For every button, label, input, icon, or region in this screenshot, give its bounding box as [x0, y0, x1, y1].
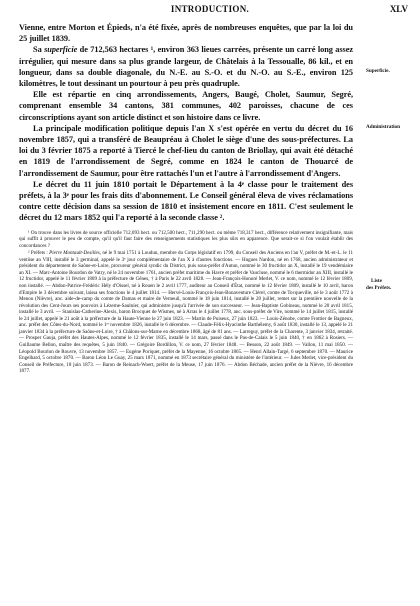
paragraph-arrondissements: Elle est répartie en cinq arrondissements, Angers, Baugé, Cholet, Saumur, Segré, comprenant ensemble 34 cantons, 381 communes, 402 paroisses, chacune de ces circonscriptions ayant son article distinct et son histoire dans ce livre. — [19, 90, 353, 122]
footnote-1: ¹ On trouve dans les livres de source officielle 712,093 hect. ou 712,500 hect., 711,290 hect. ou même 718,317 hect., différence relativement insignifiante, mais qui suffit à prouver le peu de compte, qu'il qu'il faut faire des renseignements statistiques les plus sûrs en apparence. Que serait-ce si l'on voulait établir des concordances ? — [19, 229, 353, 249]
page-body — [19, 22, 353, 375]
margin-note-administration: Administration — [366, 124, 401, 130]
paragraph-boundary: Vienne, entre Morton et Épieds, n'a été fixée, après de nombreuses enquêtes, que par la loi du 25 juillet 1839. — [19, 23, 353, 44]
footnotes — [19, 230, 353, 375]
margin-note-liste: Liste — [371, 278, 382, 284]
footnote-2-prefets: ² Préfets : Pierre Montault-Desilles, né le 9 mai 1751 à Loudun, membre du Corps législatif en 1799, du Conseil des Anciens en l'an V, préfet de M.-et-L. le 11 ventôse an VIII, installé le 3 germinal, appelé le 3ᵉ jour complémentaire de l'an X à d'autres fonctions. — Hugues Nardon, né en 1768, ancien administrateur et président du département de Saône-et-Loire, procureur général syndic du District, puis sous-préfet d'Autun, nommé le 30 fructidor an X, installé le 19 vendémiaire an XI. — Marc-Antoine Bourdon de Vatry, né le 24 novembre 1761, ancien préfet maritime du Havre et préfet de Vaucluse, nommé le 6 thermidor an XIII, installé le 12 fructidor, appelé le 11 février 1809 à la préfecture de Gênes, † à Paris le 22 avril 1828. — Jean-François-Honoré Merlet, V. ce nom, nommé le 12 février 1809, non installé. — Abdon-Patrice-Frédéric Hély d'Oissel, né à Rouen le 2 avril 1777, auditeur au Conseil d'État, nommé le 12 février 1809, installé le 10 avril, baron d'Empire le 3 décembre suivant, laissa ses fonctions le 4 juillet 1814. — Hervé-Louis-François-Jean-Bonaventure Clérel, comte de Tocqueville, né le 3 août 1772 à Menou (Nièvre), anc. aide-de-camp du comte de Damas et maire de Verneuil, nommé le 18 juin 1814, installé le 20 juillet, remet sur la première nouvelle de la révolution des Cent-Jours ses pouvoirs à Lézerne-Saulnier, qui administre jusqu'à l'arrivée de son successeur. — Jean-Baptiste Gobineau, nommé le 20 avril 1815, installé le 3 avril. — Stanislas-Catherine-Alexis, baron Brocquet de Wismes, né à Arras le 4 juillet 1778, anc. sous-préfet de Vire, nommé le 14 juillet 1815, installé le 24 juillet, appelé le 21 août à la préfecture de la Haute-Vienne le 27 juin 1823. — Martin de Puiseux, 27 juin 1823. — Louis-Zénobe, comte Frottier de Bagneux, anc. préfet des Côtes-du-Nord, nommé le 1ᵉʳ novembre 1826, installé le 6 décembre. — Claude-Félix-Hyacinthe Barthélemy, 6 août 1830, installé le 13, appelé le 21 janvier 1834 à la préfecture de Saône-et-Loire, † à Châlons-sur-Marne en décembre 1868, âgé de 81 ans. — Larreguy, préfet de la Charente, 3 janvier 1834, retraité. — Prosper Gauja, préfet des Hautes-Alpes, nommé le 12 février 1835, installé le 14 mars, passé dans le Pas-de-Calais le 5 juin 1840, † en 1862 à Rosiers. — Guillaume Bellon, maître des requêtes, 5 juin 1840. — Grégoire Bordillon, V. ce nom, 27 février 1848. — Besson, 22 août 1849. — Vallon, 11 mai 1850. — Léopold Bourlon de Rouvre, 13 novembre 1857. — Eugène Poriquet, préfet de la Mayenne, 16 octobre 1865. — Henri Allain-Targé, 6 septembre 1870. — Maurice Engelhard, 5 octobre 1870. — Baron Léon Le Guay, 25 mars 1871, nommé en 1873 secrétaire général du ministère de l'intérieur. — Jules Merlet, vice-président du Conseil de Préfecture, 18 juin 1873. — Baron de Reinach-Woert, préfet de la Meuse, 17 juin 1876. — Abdon Béchade, ancien préfet de la Nièvre, 16 décembre 1877. — [19, 250, 353, 375]
running-title: INTRODUCTION. — [170, 4, 250, 14]
margin-note-prefets: des Préfets. — [366, 285, 392, 291]
page-number: XLV — [389, 4, 408, 14]
paragraph-classe: Le décret du 11 juin 1810 portait le Département à la 4ᵉ classe pour le traitement des préfets, à la 3ᵉ pour les frais dits d'abonnement. Le Conseil général éleva de vives réclamations contre cette décision dans sa session de 1810 et insistement encore en 1811. C'est seulement le décret du 12 mars 1852 qui l'a reporté à la seconde classe ². — [19, 179, 353, 223]
paragraph-modifications: La principale modification politique depuis l'an X s'est opérée en vertu du décret du 16 novembre 1857, qui a transféré de Beaupréau à Cholet le siège d'une des sous-préfectures. La loi du 3 février 1875 a reporté à Tiercé le chef-lieu du canton de Briollay, qui avait été détaché en 1819 de l'arrondissement de Segré, comme en 1824 le canton de Thouarcé de l'arrondissement de Saumur, pour être rattachés l'un et l'autre à l'arrondissement d'Angers. — [19, 123, 353, 178]
paragraph-superficie: Sa superficie de 712,563 hectares ¹, environ 363 lieues carrées, présente un carré long assez irrégulier, qui mesure dans sa plus grande largeur, de Châtelais à la Tessoualle, 86 kil., et en longueur, dans sa double diagonale, du N.-E. au S.-O. et du N.-O. au S.-E., environ 125 kilomètres, le tout dessinant un pourtour à peu près quadruple. — [19, 45, 354, 89]
margin-note-superficie: Superficie. — [366, 68, 390, 74]
running-header — [0, 4, 420, 18]
main-text — [19, 22, 353, 224]
